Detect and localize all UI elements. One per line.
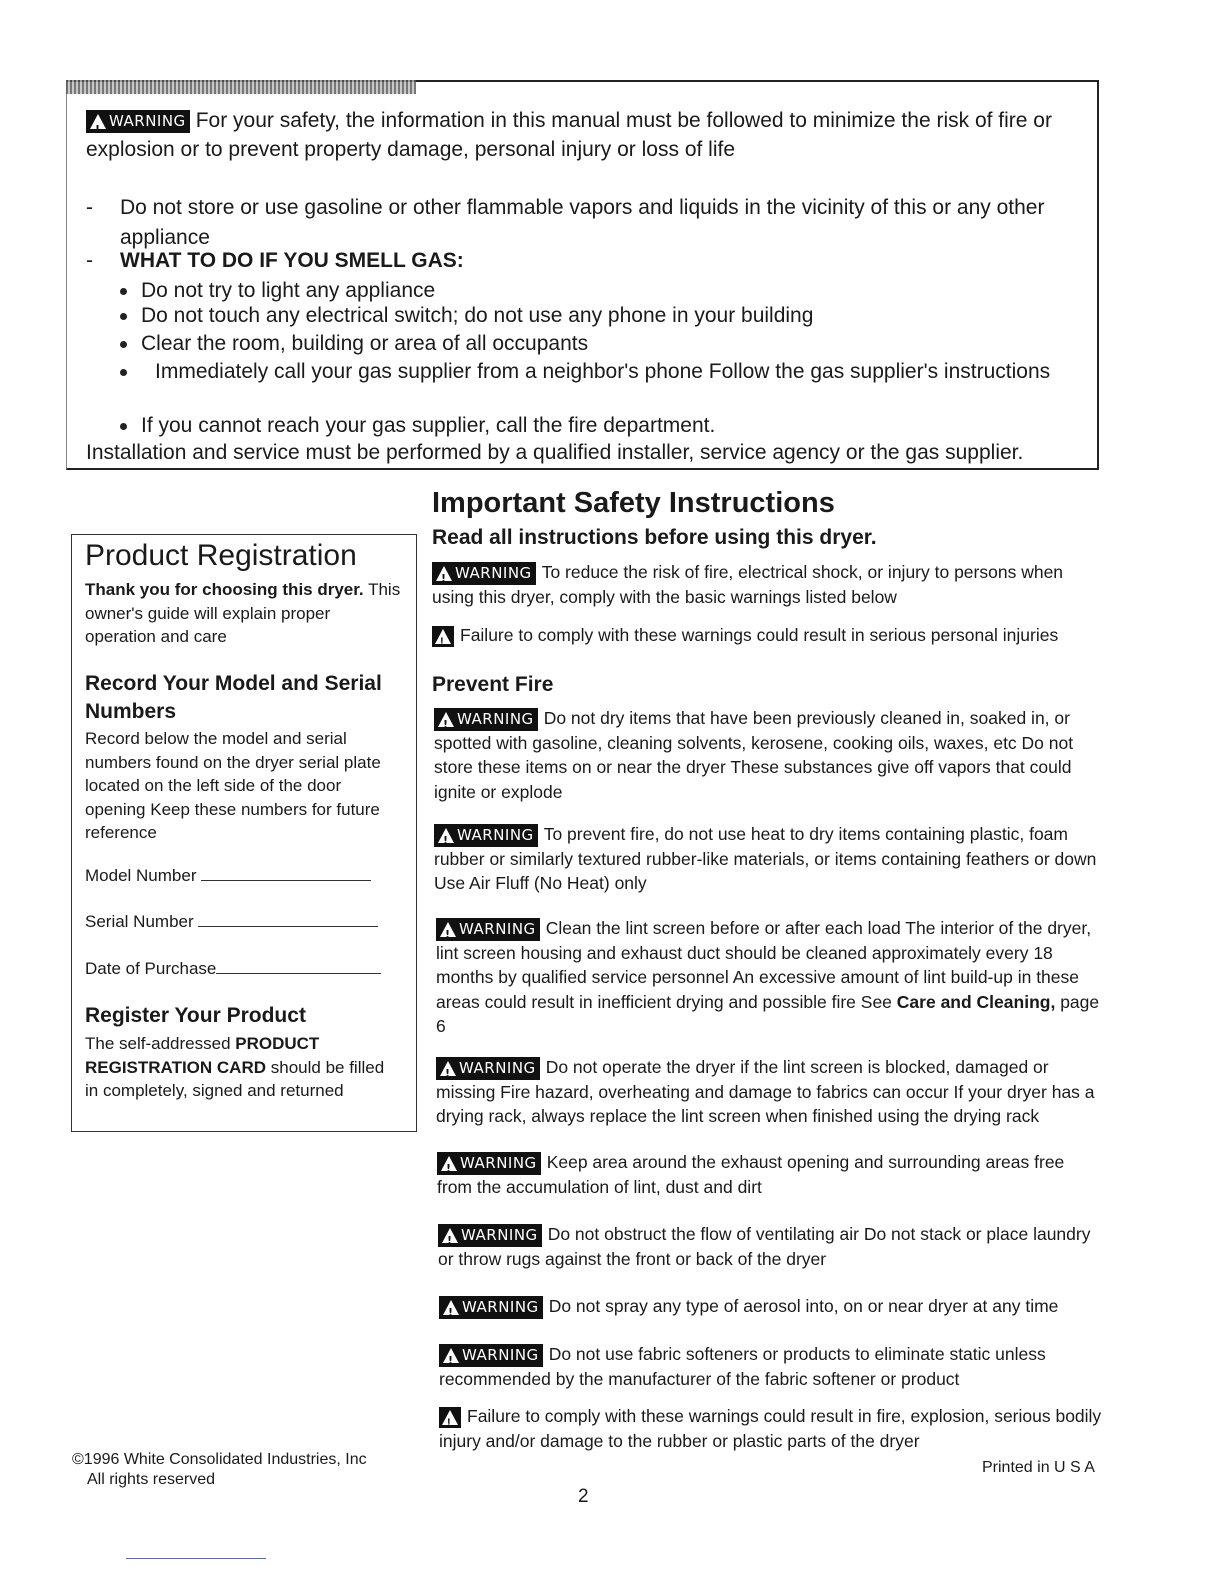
record-text: Record below the model and serial numbers found on the dryer serial plate located on the left side of the door opening Keep these numbers for future reference	[85, 729, 381, 842]
warning-badge: ! WARNING	[432, 562, 536, 585]
gas-bullet-4: Immediately call your gas supplier from a neighbor's phone Follow the gas supplier's instructions	[120, 358, 1070, 386]
warning-triangle-icon	[443, 1348, 459, 1363]
model-number-field[interactable]: Model Number	[85, 862, 371, 888]
fire-warning-6: ! WARNING Do not obstruct the flow of ventilating air Do not stack or place laundry or throw rugs against the front or back of the dryer	[438, 1222, 1104, 1271]
fire-warning-8: ! WARNING Do not use fabric softeners or products to eliminate static unless recommended by the manufacturer of the fabric softener or product	[439, 1342, 1105, 1391]
registration-thanks: Thank you for choosing this dryer. This owner's guide will explain proper operation and care	[85, 580, 401, 646]
warning-badge: ! WARNING	[434, 824, 538, 847]
fire-warning-1: ! WARNING Do not dry items that have been previously cleaned in, soaked in, or spotted with gasoline, cleaning solvents, kerosene, cooking oils, waxes, etc Do not store these items on or near the dryer These substances give off vapors that could ignite or explode	[434, 706, 1100, 804]
warning-triangle-icon	[443, 1300, 459, 1315]
safety-warning-1: ! WARNING To reduce the risk of fire, electrical shock, or injury to persons when using this dryer, comply with the basic warnings listed below	[432, 560, 1098, 609]
safety-subtitle: Read all instructions before using this dryer.	[432, 526, 877, 549]
warning-triangle-icon	[90, 114, 106, 129]
warning-badge: ! WARNING	[436, 1057, 540, 1080]
warning-badge: ! WARNING	[439, 1296, 543, 1319]
gas-bullet-2: Do not touch any electrical switch; do not use any phone in your building	[120, 302, 813, 330]
warning-badge: ! WARNING	[434, 708, 538, 731]
safety-title: Important Safety Instructions	[432, 487, 835, 519]
warning-badge: ! WARNING	[439, 1344, 543, 1367]
scan-edge-line	[126, 1558, 266, 1559]
date-of-purchase-field[interactable]: Date of Purchase	[85, 955, 381, 981]
warning-triangle-icon	[440, 922, 456, 937]
safety-note-2: ! Failure to comply with these warnings could result in fire, explosion, serious bodily injury and/or damage to the rubber or plastic parts of the dryer	[439, 1404, 1105, 1453]
warning-triangle-icon	[441, 1156, 457, 1171]
fire-warning-7: ! WARNING Do not spray any type of aerosol into, on or near dryer at any time	[439, 1294, 1105, 1319]
register-text: The self-addressed PRODUCT REGISTRATION CARD should be filled in completely, signed and returned	[85, 1034, 385, 1100]
scan-artifact-bar	[66, 80, 416, 94]
warning-badge: ! WARNING	[436, 918, 540, 941]
warning-triangle-icon	[432, 626, 454, 647]
warning-triangle-icon	[440, 1061, 456, 1076]
warning-triangle-icon	[442, 1228, 458, 1243]
fire-warning-5: ! WARNING Keep area around the exhaust opening and surrounding areas free from the accumulation of lint, dust and dirt	[437, 1150, 1103, 1199]
top-warning-closing: Installation and service must be performed by a qualified installer, service agency or the gas supplier.	[86, 441, 1024, 464]
serial-number-field[interactable]: Serial Number	[85, 908, 378, 934]
warning-badge: ! WARNING	[438, 1224, 542, 1247]
register-heading: Register Your Product	[85, 1004, 306, 1027]
record-heading: Record Your Model and Serial Numbers	[85, 672, 382, 723]
fire-warning-4: ! WARNING Do not operate the dryer if the lint screen is blocked, damaged or missing Fire hazard, overheating and damage to fabrics can occur If your dryer has a drying rack, always replace the lint screen when finished using the drying rack	[436, 1055, 1102, 1129]
warning-triangle-icon	[436, 566, 452, 581]
gas-bullet-3: Clear the room, building or area of all occupants	[120, 330, 588, 358]
fire-warning-2: ! WARNING To prevent fire, do not use heat to dry items containing plastic, foam rubber or similarly textured rubber-like materials, or items containing feathers or down Use Air Fluff (No Heat) only	[434, 822, 1100, 896]
prevent-fire-heading: Prevent Fire	[432, 673, 554, 696]
top-warning-item-1: - Do not store or use gasoline or other flammable vapors and liquids in the vicinity of this or any other appliance	[86, 196, 1045, 249]
copyright: ©1996 White Consolidated Industries, Inc All rights reserved	[72, 1451, 367, 1488]
warning-triangle-icon	[439, 1407, 461, 1428]
fire-warning-3: ! WARNING Clean the lint screen before or after each load The interior of the dryer, lint screen housing and exhaust duct should be cleaned approximately every 18 months by qualified service personnel An excessive amount of lint build-up in these areas could result in inefficient drying and possible fire See Care and Cleaning, page 6	[436, 916, 1102, 1039]
top-warning-intro: ! WARNING For your safety, the information in this manual must be followed to minimize the risk of fire or explosion or to prevent property damage, personal injury or loss of life	[86, 106, 1076, 164]
smell-gas-heading: - WHAT TO DO IF YOU SMELL GAS:	[86, 249, 464, 272]
registration-title: Product Registration	[85, 539, 357, 572]
warning-badge: ! WARNING	[437, 1152, 541, 1175]
warning-triangle-icon	[438, 712, 454, 727]
warning-triangle-icon	[438, 828, 454, 843]
safety-note-1: ! Failure to comply with these warnings could result in serious personal injuries	[432, 623, 1098, 648]
page-number: 2	[578, 1486, 589, 1507]
gas-bullet-5: If you cannot reach your gas supplier, call the fire department.	[120, 412, 715, 440]
printed-in: Printed in U S A	[982, 1459, 1095, 1476]
warning-badge: ! WARNING	[86, 110, 190, 133]
gas-bullet-1: Do not try to light any appliance	[120, 277, 435, 305]
